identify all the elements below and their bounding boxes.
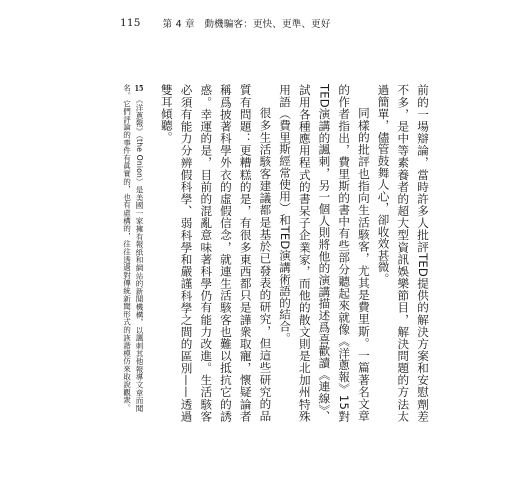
chapter-title: 第 4 章 動機騙客：更快、更準、更好 (162, 19, 331, 30)
running-header (120, 14, 331, 32)
body-paragraph: 很多生活駭客建議都是基於已發表的研究，但這些研究的品質有問題：更糟糕的是，有很多東西都只是譁衆取寵，懷疑論者稱爲披著科學外衣的虛假信念，就連生活駭客也難以抵抗它的誘惑。幸運的是，目前的混亂意味著科學仍有能力改進。生活駭客必須有能力分辨假科學、弱科學和嚴謹科學之間的區別——透過雙耳傾聽。 (159, 84, 273, 422)
body-paragraph: 同樣的批評也指向生活駭客，尤其是費里斯。一篇著名文章的作者指出，費里斯的書中有些部分聽起來就像《洋蔥報》15對TED演講的諷刺，另一個人則將他的演講描述爲喜歡讀《連線》、試用各種應用程式的書呆子企業家，而他的散文則是北加州特殊用語（費里斯經常使用）和TED演講術語的結合。 (278, 84, 371, 422)
body-paragraph: 前的一場辯論，當時許多人批評TED提供的解決方案和安慰劑差不多，是中等素養者的超大型資訊娛樂節目，解決問題的方法太過簡單，儘管鼓舞人心，卻收效甚微。 (376, 84, 430, 422)
footnote-paragraph (120, 84, 145, 422)
body-text (156, 84, 432, 422)
footnote-number: 15 (134, 84, 144, 92)
page-number: 115 (120, 17, 141, 29)
footnote (120, 84, 145, 422)
footnote-text: 《洋蔥報》（the Onion）是美國一家擁有報紙和網站的新聞機構，以諷刺其他報導文章而聞名。它們評論的事件有眞實的，也有虛構的，往往透過對傳統新聞形式的詼諧模仿來取說觀衆。 (122, 84, 144, 413)
